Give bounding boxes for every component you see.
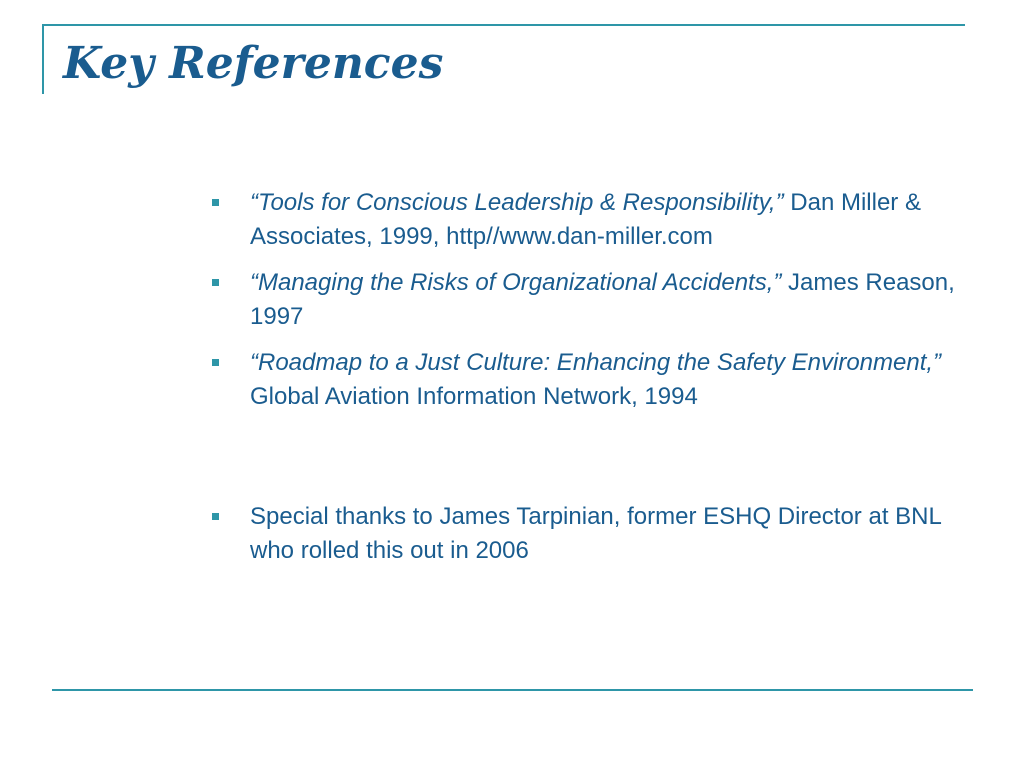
square-bullet-icon (212, 279, 219, 286)
reference-item (210, 186, 960, 254)
reference-source: Global Aviation Information Network, 1994 (250, 383, 698, 410)
references-body (210, 186, 960, 580)
reference-item (210, 266, 960, 334)
reference-item (210, 346, 960, 414)
reference-title: “Tools for Conscious Leadership & Responsibility,” (250, 189, 784, 216)
bottom-rule (52, 689, 973, 691)
acknowledgement-text: Special thanks to James Tarpinian, former ESHQ Director at BNL who rolled this out in 2006 (250, 503, 941, 564)
reference-title: “Managing the Risks of Organizational Accidents,” (250, 269, 782, 296)
square-bullet-icon (212, 513, 219, 520)
reference-source: James Reason, 1997 (250, 269, 955, 330)
reference-source: Dan Miller & Associates, 1999, http//www.dan-miller.com (250, 189, 921, 250)
left-rule (42, 24, 44, 94)
top-rule (42, 24, 965, 26)
acknowledgement-item (210, 500, 960, 568)
reference-list (210, 186, 960, 568)
reference-title: “Roadmap to a Just Culture: Enhancing the Safety Environment,” (250, 349, 942, 376)
square-bullet-icon (212, 359, 219, 366)
page-title: Key References (63, 38, 444, 89)
square-bullet-icon (212, 199, 219, 206)
